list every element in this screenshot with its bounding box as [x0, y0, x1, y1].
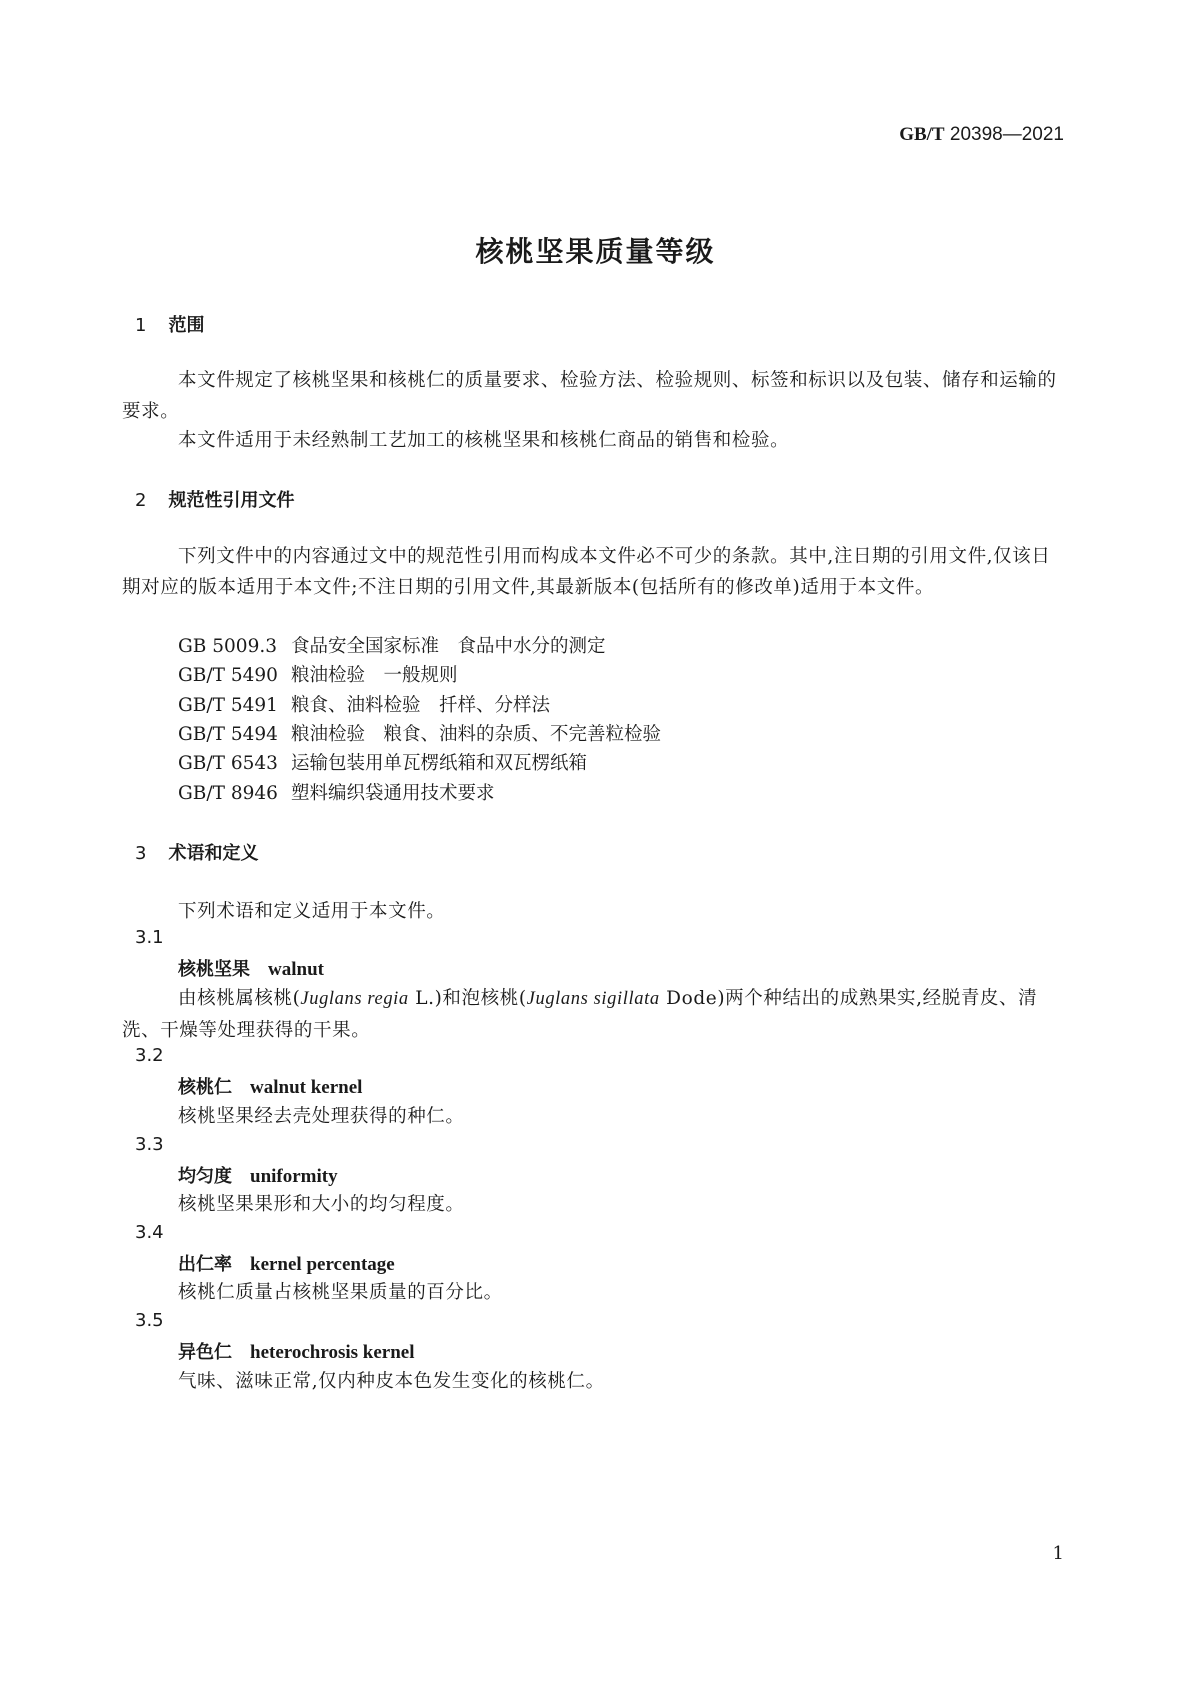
term-definition: 气味、滋味正常,仅内种皮本色发生变化的核桃仁。	[178, 1371, 605, 1392]
term-definition: 核桃仁质量占核桃坚果质量的百分比。	[178, 1282, 503, 1303]
term-heading: 异色仁 heterochrosis kernel	[178, 1342, 415, 1363]
term-number: 3.5	[135, 1310, 164, 1331]
term-heading: 均匀度 uniformity	[178, 1166, 338, 1187]
section-heading-scope: 1 范围	[135, 315, 205, 336]
section-heading-normative-references: 2 规范性引用文件	[135, 490, 295, 511]
document-title: 核桃坚果质量等级	[475, 235, 716, 268]
term-number: 3.2	[135, 1045, 164, 1066]
term-heading: 出仁率 kernel percentage	[178, 1254, 395, 1275]
standard-number: GB/T 20398—2021	[899, 124, 1064, 145]
terms-intro: 下列术语和定义适用于本文件。	[178, 901, 446, 922]
reference-item: GB/T 8946 塑料编织袋通用技术要求	[178, 783, 495, 804]
scope-paragraph-2: 本文件适用于未经熟制工艺加工的核桃坚果和核桃仁商品的销售和检验。	[178, 430, 790, 451]
term-definition: 核桃坚果果形和大小的均匀程度。	[178, 1194, 465, 1215]
scope-paragraph-1: 本文件规定了核桃坚果和核桃仁的质量要求、检验方法、检验规则、标签和标识以及包装、储存和运输的要求。	[122, 370, 1057, 422]
references-paragraph: 下列文件中的内容通过文中的规范性引用而构成本文件必不可少的条款。其中,注日期的引用文件,仅该日期对应的版本适用于本文件;不注日期的引用文件,其最新版本(包括所有的修改单)适用于本文件。	[122, 546, 1051, 598]
reference-item: GB/T 6543 运输包装用单瓦楞纸箱和双瓦楞纸箱	[178, 753, 588, 774]
term-definition: 核桃坚果经去壳处理获得的种仁。	[178, 1106, 465, 1127]
reference-item: GB/T 5494 粮油检验 粮食、油料的杂质、不完善粒检验	[178, 724, 662, 745]
term-number: 3.1	[135, 927, 164, 948]
term-number: 3.3	[135, 1134, 164, 1155]
term-heading: 核桃仁 walnut kernel	[178, 1077, 363, 1098]
page-number: 1	[1052, 1543, 1064, 1564]
term-definition: 由核桃属核桃(Juglans regia L.)和泡核桃(Juglans sigillata Dode)两个种结出的成熟果实,经脱青皮、清洗、干燥等处理获得的干果。	[122, 988, 1038, 1041]
reference-item: GB 5009.3 食品安全国家标准 食品中水分的测定	[178, 636, 606, 657]
reference-item: GB/T 5491 粮食、油料检验 扦样、分样法	[178, 695, 551, 716]
term-heading: 核桃坚果 walnut	[178, 959, 324, 980]
section-heading-terms: 3 术语和定义	[135, 843, 259, 864]
reference-item: GB/T 5490 粮油检验 一般规则	[178, 665, 458, 686]
term-number: 3.4	[135, 1222, 164, 1243]
